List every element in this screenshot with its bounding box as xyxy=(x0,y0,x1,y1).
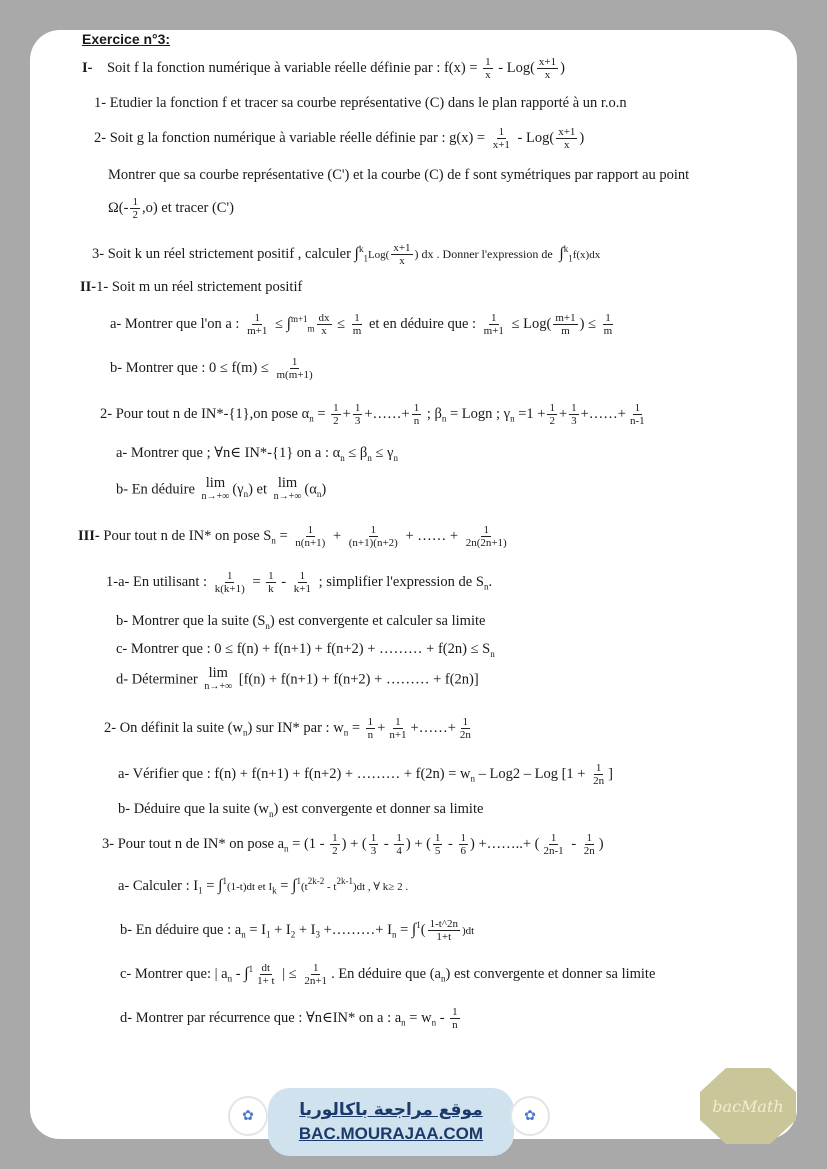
text: 2- Pour tout n de IN*-{1},on pose α xyxy=(100,405,310,422)
upper-bound: 1 xyxy=(248,964,254,974)
bacmath-badge xyxy=(698,1066,798,1146)
part-label: I- xyxy=(82,59,93,76)
question-2-text: Montrer que sa courbe représentative (C') et la courbe (C) de f sont symétriques par rapport au point xyxy=(108,167,690,183)
subscript: n xyxy=(241,929,246,940)
text: = I xyxy=(245,921,266,938)
text: ) +……..+ ( xyxy=(470,835,540,852)
footer-url-link[interactable]: BAC.MOURAJAA.COM xyxy=(298,1124,484,1143)
text: - xyxy=(380,835,393,852)
text: = xyxy=(202,877,219,894)
text: = w xyxy=(405,1009,432,1026)
upper-bound: 1 xyxy=(416,920,421,930)
text: 1- Soit m un réel strictement positif xyxy=(96,279,303,295)
text: Log( xyxy=(367,248,390,261)
text: = xyxy=(396,921,412,938)
document-page xyxy=(30,30,797,1139)
text: 2- On définit la suite (w xyxy=(104,719,243,736)
fraction: $\frac{1}{k(k+1)}$ xyxy=(214,570,245,595)
fraction: $\frac{1}{2n(2n+1)}$ xyxy=(465,524,507,549)
fraction: $\frac{1}{2}$ xyxy=(549,402,555,427)
text: (1-t)dt et I xyxy=(226,880,273,893)
text: a- Montrer que ; ∀n∈ IN*-{1} on a : α xyxy=(116,445,341,461)
text: (γ xyxy=(232,481,244,498)
text: - t xyxy=(324,880,337,893)
fraction: $\frac{1}{4}$ xyxy=(396,832,402,857)
integral-sign: ∫ xyxy=(218,876,223,894)
question-3-2: 2- On définit la suite $(w_n)$ sur IN* par : $w_n$ = $\frac{1}{n}$ + $\frac{1}{n+1}$ +……+ $\frac{1}{2n}$ xyxy=(104,716,471,741)
question-3-3-a xyxy=(118,872,408,900)
text: ) est convergente et calculer sa limite xyxy=(269,613,486,629)
exponent: 2k-2 xyxy=(307,876,325,886)
text: ) xyxy=(321,481,327,498)
fraction: $\frac{1}{2}$ xyxy=(132,196,138,221)
subscript: n xyxy=(284,843,289,854)
subscript: n xyxy=(440,973,446,984)
upper-bound: k xyxy=(563,244,569,254)
subscript: n xyxy=(340,452,345,463)
badge-text: bacMath xyxy=(712,1096,784,1116)
fraction: $\frac{1}{n}$ xyxy=(413,402,420,427)
fraction: $\frac{1}{k+1}$ xyxy=(293,570,311,595)
question-2-2: 2- Pour tout n de IN*-{1},on pose $\alpha_n$ = $\frac{1}{2}$ + $\frac{1}{3}$ +……+ $\frac{1}{n}$ ; $\beta_n$ = Logn ; $\gamma_n =1$ + $\frac{1}{2}$ + $\frac{1}{3}$ +……+ $\frac{1}{n-1}$ xyxy=(100,402,645,427)
question-3-2-b xyxy=(118,800,483,823)
text: ≤ γ xyxy=(371,445,394,461)
question-2-1-a xyxy=(110,310,616,338)
upper-bound: k xyxy=(358,244,364,254)
text: ≤ β xyxy=(344,445,368,461)
text: b- Montrer que la suite (S xyxy=(116,613,266,629)
subscript: n xyxy=(309,413,314,424)
question-3-3-d xyxy=(120,1006,462,1032)
question-2-2-b xyxy=(116,476,326,504)
integral-sign: ∫ xyxy=(411,920,417,938)
fraction: $\frac{dt}{1+ t}$ xyxy=(257,962,275,987)
lower-bound: 1 xyxy=(363,253,368,264)
text: - xyxy=(232,965,245,982)
text: ) ≤ xyxy=(579,315,600,332)
text: + xyxy=(329,527,345,544)
text: c- Montrer que: | a xyxy=(120,965,228,982)
text: +………+ I xyxy=(320,921,392,938)
subscript: n xyxy=(391,929,397,940)
exercise-title: Exercice n°3: xyxy=(82,31,171,47)
integral-sign: ∫ xyxy=(354,244,359,262)
text: ) sur IN* par : w xyxy=(247,719,344,736)
text: . xyxy=(488,573,493,590)
fraction: $\frac{1}{(n+1)(n+2)}$ xyxy=(348,524,398,549)
text: d- Montrer par récurrence que : ∀n∈IN* on a : a xyxy=(120,1009,402,1026)
text: =1 + xyxy=(514,405,546,422)
subscript: n xyxy=(316,489,322,500)
subscript: n xyxy=(265,620,270,631)
question-3 xyxy=(92,240,600,268)
subscript: n xyxy=(441,413,447,424)
text: ≤ xyxy=(333,315,349,332)
fraction: $\frac{1}{2n}$ xyxy=(583,832,595,857)
text: b- En déduire xyxy=(116,481,199,498)
subscript: n xyxy=(470,773,476,784)
fraction: $\frac{1}{n+1}$ xyxy=(389,716,407,741)
site-logo-right-icon: ✿ xyxy=(510,1096,550,1136)
fraction: $\frac{1}{m+1}$ xyxy=(483,312,504,337)
fraction: $\frac{1}{5}$ xyxy=(434,832,441,857)
text: ] xyxy=(608,765,613,782)
text: ) + ( xyxy=(405,835,431,852)
fraction: $\frac{1}{3}$ xyxy=(354,402,361,427)
text: et xyxy=(252,481,271,498)
subscript: 2 xyxy=(290,929,296,940)
question-3-1-c xyxy=(116,640,495,663)
text: d- Déterminer xyxy=(116,671,202,688)
fraction: $\frac{1}{2}$ xyxy=(332,832,338,857)
footer-banner[interactable] xyxy=(268,1088,514,1156)
fraction: $\frac{1}{n-1}$ xyxy=(629,402,645,427)
upper-bound: 1 xyxy=(296,876,301,886)
integral-sign: ∫ xyxy=(292,876,297,894)
fraction: $\frac{1}{m(m+1)}$ xyxy=(276,356,313,381)
fraction: $\frac{1-t\^{}2n}{1+t}$ xyxy=(429,918,458,943)
fraction: $\frac{1}{k}$ xyxy=(268,570,274,595)
question-1: 1- Etudier la fonction f et tracer sa courbe représentative (C) dans le plan rapporté à un r.o.n xyxy=(94,95,627,111)
subscript: k xyxy=(272,885,277,896)
fraction: $\frac{1}{m+1}$ xyxy=(247,312,268,337)
text: (α xyxy=(304,481,317,498)
fraction: $\frac{dx}{x}$ xyxy=(318,312,330,337)
fraction: $\frac{1}{2}$ xyxy=(333,402,339,427)
footer-arabic-title: موقع مراجعة باكالوريا xyxy=(299,1100,483,1120)
text: a- Montrer que l'on a : xyxy=(110,315,244,332)
part-one-statement xyxy=(82,56,565,81)
fraction: $\frac{1}{3}$ xyxy=(370,832,377,857)
fraction: $\frac{x+1}{x}$ xyxy=(393,242,411,267)
text: ≤ xyxy=(271,315,287,332)
text: +……+ xyxy=(364,405,410,422)
lower-bound: 1 xyxy=(568,253,573,264)
upper-bound: m+1 xyxy=(290,314,308,324)
text: ≤ Log( xyxy=(507,315,552,332)
text: | ≤ xyxy=(278,965,301,982)
question-2 xyxy=(94,126,584,151)
text: = xyxy=(248,573,265,590)
text: - xyxy=(277,573,290,590)
fraction: $\frac{1}{2n}$ xyxy=(459,716,471,741)
subscript: n xyxy=(490,648,495,659)
text: = (1 - xyxy=(288,835,329,852)
text: )dt , ∀ k≥ 2 . xyxy=(352,880,409,893)
text: ( xyxy=(420,921,426,938)
subscript: n xyxy=(242,727,248,738)
subscript: n xyxy=(271,535,276,546)
text: c- Montrer que : 0 ≤ f(n) + f(n+1) + f(n+2) + ……… + f(2n) ≤ S xyxy=(116,641,491,657)
integral-sign: ∫ xyxy=(244,964,249,982)
question-3-1-d xyxy=(116,666,479,694)
text: + …… + xyxy=(401,527,462,544)
question-3-3 xyxy=(102,832,604,858)
fraction: $\frac{x+1}{x}$ xyxy=(538,56,557,81)
text: – Log2 – Log [1 + xyxy=(475,765,590,782)
fraction: $\frac{1}{3}$ xyxy=(571,402,577,427)
question-3-1-a xyxy=(106,570,492,596)
text: 1-a- En utilisant : xyxy=(106,573,211,590)
fraction: $\frac{1}{x+1}$ xyxy=(492,126,510,151)
text: = xyxy=(348,719,364,736)
fraction: $\frac{1}{6}$ xyxy=(460,832,466,857)
subscript: n xyxy=(343,727,349,738)
subscript: n xyxy=(227,973,233,984)
text: +……+ xyxy=(410,719,456,736)
subscript: n xyxy=(431,1017,437,1028)
limit: lim n→+∞ xyxy=(273,475,302,502)
question-2-1-b xyxy=(110,356,317,381)
text: - xyxy=(444,835,457,852)
text: f(x)dx xyxy=(572,248,601,261)
question-2-point xyxy=(108,196,234,221)
text: ) xyxy=(598,835,604,852)
text: ; β xyxy=(423,405,442,422)
text: Ω(- xyxy=(108,199,129,216)
text: ) + ( xyxy=(341,835,367,852)
subscript: n xyxy=(510,413,515,424)
part-two-statement xyxy=(80,278,302,296)
lower-bound: m xyxy=(307,323,315,334)
fraction: $\frac{1}{x}$ xyxy=(485,56,491,81)
text: - xyxy=(436,1009,449,1026)
site-logo-left-icon: ✿ xyxy=(228,1096,268,1136)
question-3-3-c xyxy=(120,960,655,988)
fraction: $\frac{1}{2n}$ xyxy=(593,762,605,787)
text: b- Montrer que : 0 ≤ f(m) ≤ xyxy=(110,359,273,376)
subscript: n xyxy=(401,1017,406,1028)
text: - Log( xyxy=(513,129,555,146)
integral-sign: ∫ xyxy=(286,314,291,332)
subscript: n xyxy=(269,808,274,819)
text: = Logn ; γ xyxy=(446,405,511,422)
text: et en déduire que : xyxy=(365,315,480,332)
integral-sign: ∫ xyxy=(559,244,564,262)
text: = xyxy=(313,405,330,422)
fraction: $\frac{1}{m}$ xyxy=(352,312,362,337)
subscript: 1 xyxy=(265,929,271,940)
text: ) est convergente et donner sa limite xyxy=(445,965,656,982)
subscript: n xyxy=(483,581,489,592)
text: (t xyxy=(300,880,308,893)
text: a- Calculer : I xyxy=(118,877,199,894)
subscript: n xyxy=(393,452,398,463)
subscript: n xyxy=(367,452,372,463)
part-three-statement xyxy=(78,524,511,550)
text: b- En déduire que : a xyxy=(120,921,242,938)
fraction: $\frac{1}{n}$ xyxy=(452,1006,458,1031)
fraction: $\frac{1}{2n+1}$ xyxy=(304,962,328,987)
subscript: 3 xyxy=(315,929,320,940)
text: + I xyxy=(270,921,291,938)
text: ) xyxy=(560,59,565,76)
limit: lim n→+∞ xyxy=(201,475,230,502)
text: ,o) et tracer (C') xyxy=(141,199,234,216)
question-3-1-b xyxy=(116,612,485,635)
part-label: III- xyxy=(78,527,100,544)
text: b- Déduire que la suite (w xyxy=(118,801,269,817)
fraction: $\frac{1}{n}$ xyxy=(367,716,374,741)
exponent: 2k-1 xyxy=(336,876,353,886)
text: Soit f la fonction numérique à variable réelle définie par : f(x) = xyxy=(106,59,482,76)
text: Pour tout n de IN* on pose S xyxy=(99,527,272,544)
question-2-2-a xyxy=(116,444,398,467)
fraction: $\frac{1}{2n-1}$ xyxy=(543,832,564,857)
part-label: II- xyxy=(80,279,97,295)
text: 3- Pour tout n de IN* on pose a xyxy=(102,835,285,852)
text: ) xyxy=(579,129,585,146)
subscript: n xyxy=(243,489,249,500)
text: +……+ xyxy=(580,405,626,422)
text: ; simplifier l'expression de S xyxy=(314,573,484,590)
text: ) xyxy=(248,481,253,498)
text: = xyxy=(275,527,292,544)
question-3-3-b xyxy=(120,916,474,944)
upper-bound: 1 xyxy=(222,876,227,886)
text: 3- Soit k un réel strictement positif , calculer xyxy=(92,245,355,262)
text: [f(n) + f(n+1) + f(n+2) + ……… + f(2n)] xyxy=(235,671,479,688)
text: ) est convergente et donner sa limite xyxy=(273,801,484,817)
question-3-2-a xyxy=(118,762,613,788)
fraction: $\frac{x+1}{x}$ xyxy=(558,126,576,151)
fraction: $\frac{1}{n(n+1)}$ xyxy=(295,524,326,549)
fraction: $\frac{1}{m}$ xyxy=(603,312,613,337)
limit: lim n→+∞ xyxy=(204,665,233,692)
text: + I xyxy=(295,921,316,938)
text: ) dx . Donner l'expression de xyxy=(414,246,556,261)
text: = xyxy=(276,877,293,894)
text: 2- Soit g la fonction numérique à variable réelle définie par : g(x) = xyxy=(94,129,489,146)
text: - Log( xyxy=(494,59,535,76)
text: . En déduire que (a xyxy=(331,965,441,982)
text: a- Vérifier que : f(n) + f(n+1) + f(n+2) + ……… + f(2n) = w xyxy=(118,765,471,782)
subscript: 1 xyxy=(198,885,203,896)
text: )dt xyxy=(462,924,475,937)
fraction: $\frac{m+1}{m}$ xyxy=(555,312,576,337)
text: - xyxy=(567,835,580,852)
